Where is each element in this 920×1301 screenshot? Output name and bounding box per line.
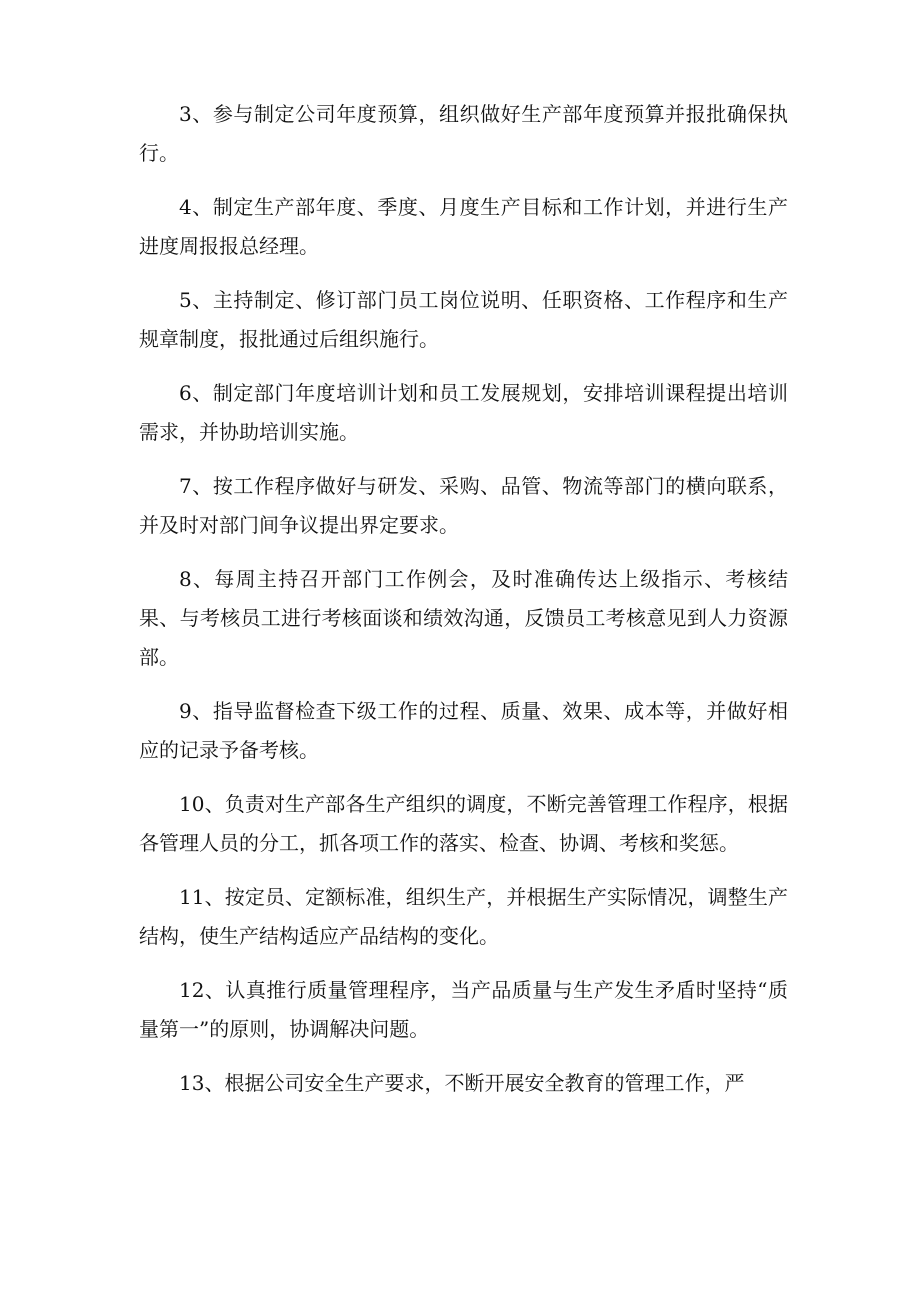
paragraph-item-7: 7、按工作程序做好与研发、采购、品管、物流等部门的横向联系，并及时对部门间争议提出界定要求。 [139, 474, 788, 537]
paragraph-item-9: 9、指导监督检查下级工作的过程、质量、效果、成本等，并做好相应的记录予备考核。 [139, 699, 788, 762]
paragraph-item-5: 5、主持制定、修订部门员工岗位说明、任职资格、工作程序和生产规章制度，报批通过后组织施行。 [139, 288, 788, 351]
paragraph-item-10: 10、负责对生产部各生产组织的调度，不断完善管理工作程序，根据各管理人员的分工，抓各项工作的落实、检查、协调、考核和奖惩。 [139, 792, 788, 855]
paragraph-item-8: 8、每周主持召开部门工作例会，及时准确传达上级指示、考核结果、与考核员工进行考核面谈和绩效沟通，反馈员工考核意见到人力资源部。 [139, 567, 788, 669]
paragraph-item-11: 11、按定员、定额标准，组织生产，并根据生产实际情况，调整生产结构，使生产结构适应产品结构的变化。 [139, 885, 788, 948]
paragraph-item-6: 6、制定部门年度培训计划和员工发展规划，安排培训课程提出培训需求，并协助培训实施。 [139, 381, 788, 444]
paragraph-item-12: 12、认真推行质量管理程序，当产品质量与生产发生矛盾时坚持“质量第一”的原则，协调解决问题。 [139, 978, 788, 1041]
paragraph-item-3: 3、参与制定公司年度预算，组织做好生产部年度预算并报批确保执行。 [139, 102, 788, 165]
paragraph-item-13: 13、根据公司安全生产要求，不断开展安全教育的管理工作，严 [179, 1071, 745, 1095]
paragraph-item-4: 4、制定生产部年度、季度、月度生产目标和工作计划，并进行生产进度周报报总经理。 [139, 195, 788, 258]
